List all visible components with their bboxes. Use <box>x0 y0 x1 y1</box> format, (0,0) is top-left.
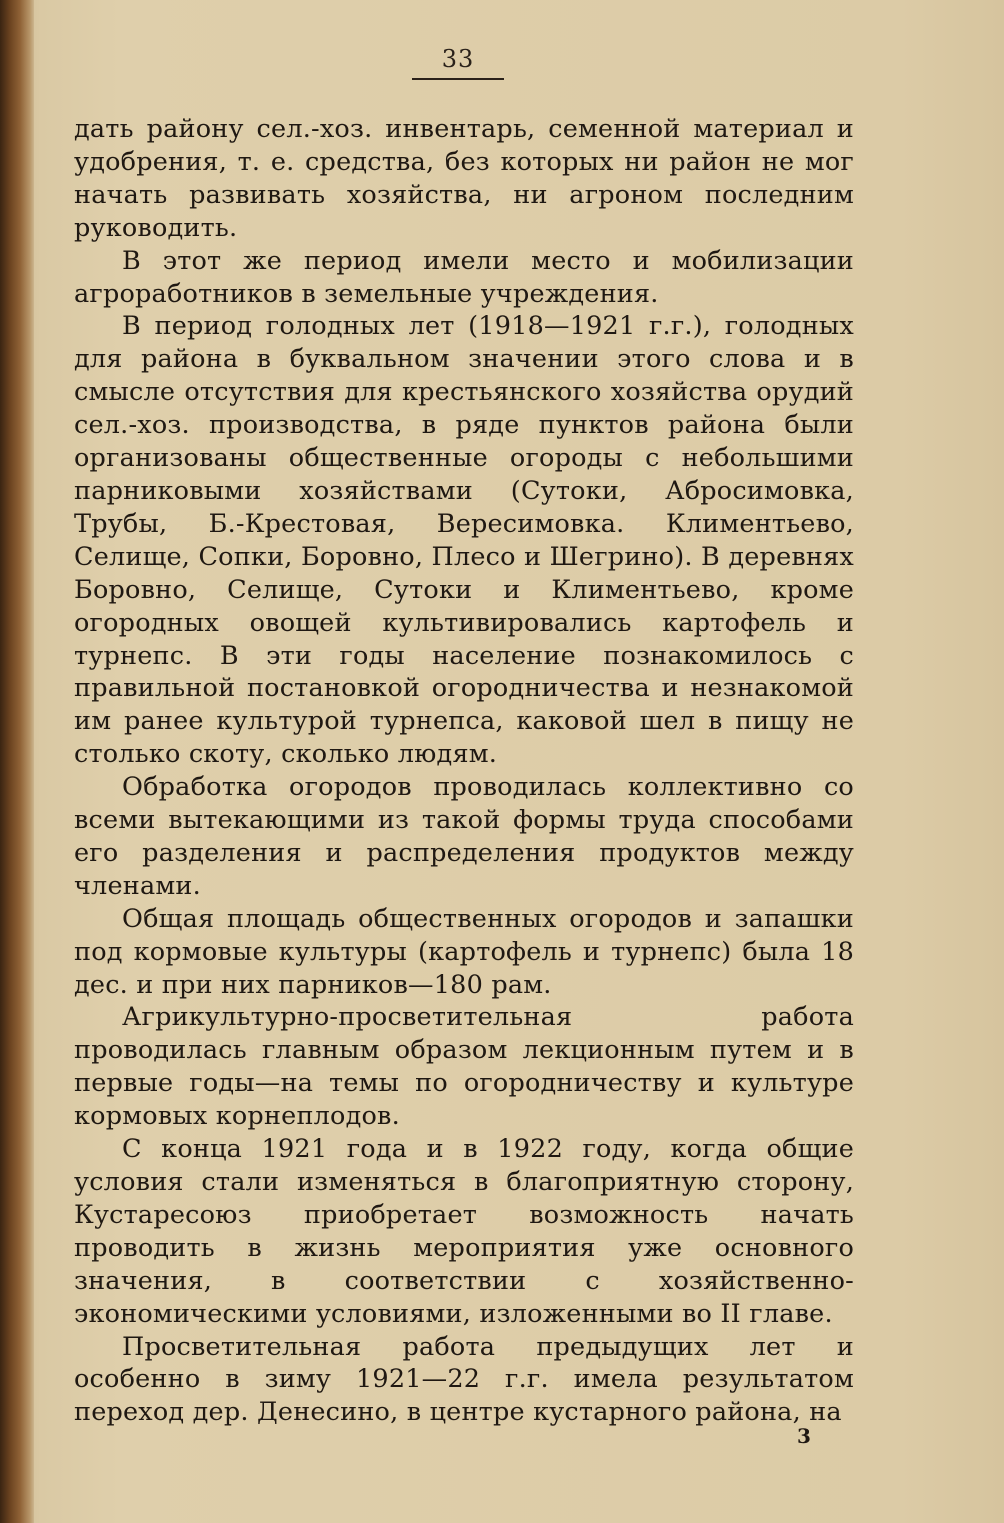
paragraph: Общая площадь общественных огородов и запашки под кормовые культуры (картофель и турнепс) была 18 дес. и при них парников—180 рам. <box>74 903 854 1000</box>
paragraph: В этот же период имели место и мобилизации агроработников в земельные учреждения. <box>74 245 854 309</box>
book-spine-shadow <box>0 0 34 1523</box>
paragraph: Обработка огородов проводилась коллективно со всеми вытекающими из такой формы труда способами его разделения и распределения продуктов между членами. <box>74 772 854 901</box>
paragraph: С конца 1921 года и в 1922 году, когда общие условия стали изменяться в благоприятную сторону, Кустаресоюз приобретает возможность начать проводить в жизнь мероприятия уже основного значения, в соответствии с хозяйственно-экономическими условиями, изложенными во II главе. <box>74 1134 854 1329</box>
body-text <box>74 113 854 1429</box>
page-number: 33 <box>441 45 475 73</box>
paragraph: дать району сел.-хоз. инвентарь, семенной материал и удобрения, т. е. средства, без которых ни район не мог начать развивать хозяйства, ни агроном последним руководить. <box>74 114 854 243</box>
paragraph: В период голодных лет (1918—1921 г.г.), голодных для района в буквальном значении этого слова и в смысле отсутствия для крестьянского хозяйства орудий сел.-хоз. производства, в ряде пунктов района были организованы общественные огороды с небольшими парниковыми хозяйствами (Сутоки, Абросимовка, Трубы, Б.-Крестовая, Вересимовка. Климентьево, Селище, Сопки, Боровно, Плесо и Шегрино). В деревнях Боровно, Селище, Сутоки и Климентьево, кроме огородных овощей культивировались картофель и турнепс. В эти годы население познакомилось с правильной постановкой огородничества и незнакомой им ранее культурой турнепса, каковой шел в пищу не столько скоту, сколько людям. <box>74 311 854 770</box>
signature-mark: 3 <box>797 1424 811 1448</box>
paragraph: Агрикультурно-просветительная работа проводилась главным образом лекционным путем и в первые годы—на темы по огородничеству и культуре кормовых корнеплодов. <box>74 1002 854 1132</box>
page-number-rule <box>412 78 504 80</box>
paragraph: Просветительная работа предыдущих лет и особенно в зиму 1921—22 г.г. имела результатом переход дер. Денесино, в центре кустарного района, на <box>74 1331 854 1428</box>
